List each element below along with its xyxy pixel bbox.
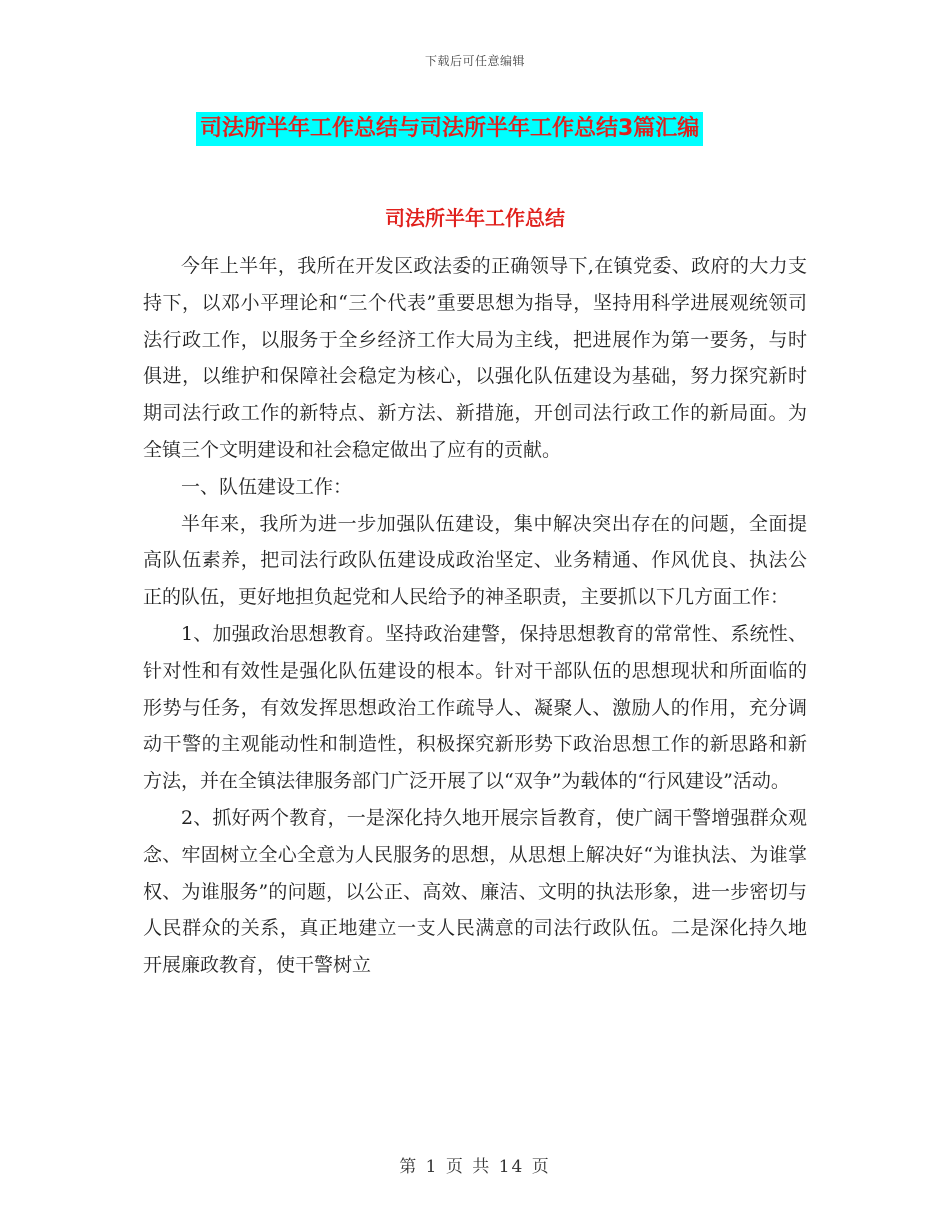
paragraph-political-education: 1、加强政治思想教育。坚持政治建警，保持思想教育的常常性、系统性、针对性和有效性是强化队伍建设的根本。针对干部队伍的思想现状和所面临的形势与任务，有效发挥思想政治工作疏导人、凝聚人、激励人的作用，充分调动干警的主观能动性和制造性，积极探究新形势下政治思想工作的新思路和新方法，并在全镇法律服务部门广泛开展了以“双争”为载体的“行风建设”活动。 xyxy=(143,622,807,793)
paragraph-two-educations: 2、抓好两个教育，一是深化持久地开展宗旨教育，使广阔干警增强群众观念、牢固树立全心全意为人民服务的思想，从思想上解决好“为谁执法、为谁掌权、为谁服务”的问题，以公正、高效、廉洁、文明的执法形象，进一步密切与人民群众的关系，真正地建立一支人民满意的司法行政队伍。二是深化持久地开展廉政教育，使干警树立 xyxy=(143,806,807,977)
header-note: 下载后可任意编辑 xyxy=(424,54,525,68)
paragraph-team-building: 半年来，我所为进一步加强队伍建设，集中解决突出存在的问题，全面提高队伍素养，把司法行政队伍建设成政治坚定、业务精通、作风优良、执法公正的队伍，更好地担负起党和人民给予的神圣职责，主要抓以下几方面工作： xyxy=(143,512,807,609)
document-title: 司法所半年工作总结与司法所半年工作总结3篇汇编 xyxy=(200,116,700,141)
section-title: 司法所半年工作总结 xyxy=(385,206,565,230)
paragraph-intro: 今年上半年，我所在开发区政法委的正确领导下,在镇党委、政府的大力支持下，以邓小平理论和“三个代表”重要思想为指导，坚持用科学进展观统领司法行政工作，以服务于全乡经济工作大局为主线，把进展作为第一要务，与时俱进，以维护和保障社会稳定为核心，以强化队伍建设为基础，努力探究新时期司法行政工作的新特点、新方法、新措施，开创司法行政工作的新局面。为全镇三个文明建设和社会稳定做出了应有的贡献。 xyxy=(143,255,807,461)
page-number-footer: 第 1 页 共 14 页 xyxy=(399,1157,551,1177)
paragraph-heading-team-building: 一、队伍建设工作： xyxy=(181,475,353,498)
document-body xyxy=(143,248,807,984)
document-title-highlight xyxy=(196,112,703,146)
